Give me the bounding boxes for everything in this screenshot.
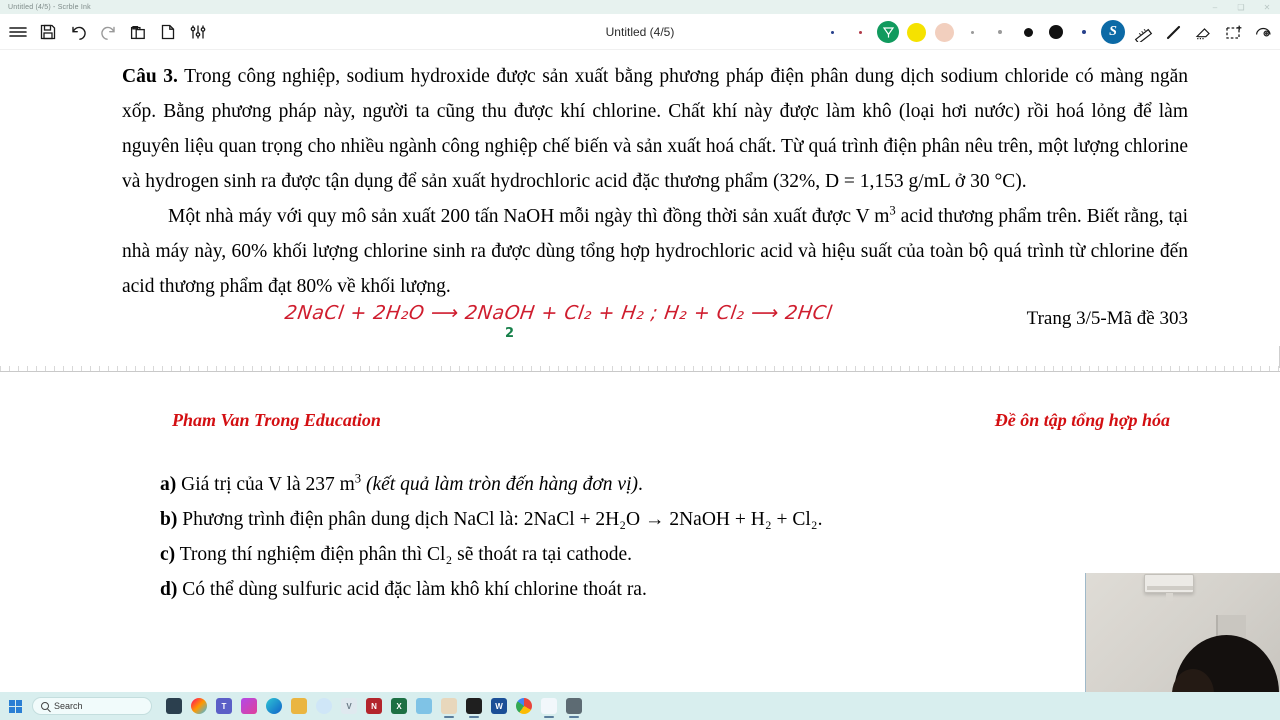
document-title: Untitled (4/5) (605, 25, 675, 39)
new-page-icon[interactable] (154, 18, 182, 46)
page-separator (0, 346, 1280, 376)
windows-taskbar (0, 692, 1280, 720)
question-label: Câu 3. (122, 66, 178, 87)
undo-icon[interactable] (64, 18, 92, 46)
header-brand-left: Pham Van Trong Education (172, 410, 381, 430)
option-c[interactable] (160, 537, 1188, 572)
air-conditioner-pipe (1166, 593, 1173, 601)
close-button[interactable]: ✕ (1263, 2, 1271, 12)
app-toolbar (0, 14, 1280, 50)
start-button[interactable] (0, 700, 30, 713)
option-d-label: d) (160, 579, 178, 600)
window-controls (1202, 0, 1280, 14)
option-a-label: a) (160, 474, 177, 495)
taskbar-copilot-icon[interactable] (191, 698, 207, 714)
document-page-1 (0, 50, 1280, 346)
stroke-size-5[interactable] (1070, 17, 1098, 47)
scrble-brand-icon[interactable] (1098, 17, 1128, 47)
option-d-text: Có thể dùng sulfuric acid đặc làm khô khí chlorine thoát ra. (177, 579, 647, 600)
taskbar-chrome-icon[interactable] (516, 698, 532, 714)
option-a-text-1: Giá trị của V là 237 m (176, 474, 355, 495)
taskbar-search-box[interactable] (32, 697, 152, 715)
stroke-size-1[interactable] (958, 17, 986, 47)
save-icon[interactable] (34, 18, 62, 46)
option-a-text-2: . (637, 474, 643, 495)
air-conditioner (1144, 574, 1194, 593)
color-swatch-yellow[interactable] (902, 17, 930, 47)
question-paragraph-2 (0, 199, 1280, 304)
green-ink-digit: 2 (505, 326, 515, 341)
question-text-1: Trong công nghiệp, sodium hydroxide được sản xuất bằng phương pháp điện phân dung dịch sodium chloride có màng ngăn xốp. Bằng phương pháp này, người ta cũng thu được khí chlorine. Chất khí này được làm khô (loại hơi nước) rồi hoá lỏng để làm nguyên liệu quan trọng cho nhiều ngành công nghiệp chế biến và sản xuất hoá chất. Từ quá trình điện phân nêu trên, một lượng chlorine và hydrogen sinh ra được tận dụng để sản xuất hydrochloric acid đặc thương phẩm (32%, D = 1,153 g/mL ở 30 °C). (122, 66, 1188, 192)
option-c-label: c) (160, 544, 176, 565)
stroke-size-2[interactable] (986, 17, 1014, 47)
taskbar-zalo-icon[interactable] (316, 698, 332, 714)
maximize-button[interactable]: ❑ (1237, 2, 1245, 12)
windows-logo-icon (9, 700, 22, 713)
taskbar-balloon-app-icon[interactable] (466, 698, 482, 714)
taskbar-snipping-tool-icon[interactable] (416, 698, 432, 714)
ruler-icon[interactable] (1128, 17, 1158, 47)
copy-icon[interactable] (124, 18, 152, 46)
taskbar-word-icon[interactable]: W (491, 698, 507, 714)
taskbar-app-tray (166, 698, 582, 714)
handwritten-annotation-row (0, 302, 1280, 346)
option-d[interactable] (160, 572, 1188, 607)
taskbar-onenote-icon[interactable]: N (366, 698, 382, 714)
stroke-size-3[interactable] (1014, 17, 1042, 47)
page-footer-text: Trang 3/5-Mã đề 303 (1026, 308, 1188, 329)
taskbar-photos-icon[interactable] (441, 698, 457, 714)
taskbar-excel-icon[interactable]: X (391, 698, 407, 714)
color-swatch-navy[interactable] (818, 17, 846, 47)
option-b-label: b) (160, 509, 178, 530)
brand-glyph: S (1101, 20, 1125, 44)
taskbar-scrble-ink-icon[interactable] (541, 698, 557, 714)
option-c-text: Trong thí nghiệm điện phân thì Cl₂ sẽ thoát ra tại cathode. (175, 544, 633, 565)
menu-icon[interactable] (4, 18, 32, 46)
search-placeholder-text: Search (54, 701, 83, 711)
taskbar-unikey-icon[interactable]: V (341, 698, 357, 714)
question-text-2b: acid thương phẩm trên. Biết rằng, tại nhà máy này, 60% khối lượng chlorine sinh ra được dùng tổng hợp hydrochloric acid và hiệu suất của toàn bộ quá trình từ chlorine đến acid thương phẩm đạt 80% về khối lượng. (122, 206, 1188, 297)
settings-sliders-icon[interactable] (184, 18, 212, 46)
header-title-right: Đề ôn tập tổng hợp hóa (994, 410, 1170, 430)
toolbar-right-group (818, 14, 1278, 50)
option-a[interactable] (160, 467, 1188, 502)
color-swatch-peach[interactable] (930, 17, 958, 47)
eraser-icon[interactable] (1188, 17, 1218, 47)
taskbar-store-icon[interactable] (241, 698, 257, 714)
option-a-italic: (kết quả làm tròn đến hàng đơn vị) (366, 474, 638, 495)
red-ink-equation: 2NaCl + 2H₂O ⟶ 2NaOH + Cl₂ + H₂ ; H₂ + Cl₂ ⟶ 2HCl (283, 302, 834, 324)
option-a-superscript: 3 (354, 471, 362, 486)
taskbar-teams-icon[interactable]: T (216, 698, 232, 714)
lasso-icon[interactable] (1248, 17, 1278, 47)
page2-header-row (0, 410, 1280, 431)
pen-icon[interactable] (1158, 17, 1188, 47)
cubic-meter-superscript: 3 (889, 203, 896, 218)
taskbar-folder-icon[interactable] (291, 698, 307, 714)
search-icon (41, 702, 49, 710)
option-b[interactable] (160, 502, 1188, 537)
redo-icon[interactable] (94, 18, 122, 46)
taskbar-edge-icon[interactable] (266, 698, 282, 714)
taskbar-phone-link-icon[interactable] (566, 698, 582, 714)
title-bar-text: Untitled (4/5) - Scrble Ink (8, 3, 91, 11)
color-swatch-red[interactable] (846, 17, 874, 47)
question-text-2a: Một nhà máy với quy mô sản xuất 200 tấn NaOH mỗi ngày thì đồng thời sản xuất được V m (168, 206, 890, 227)
webcam-overlay[interactable] (1085, 573, 1280, 692)
option-b-text: Phương trình điện phân dung dịch NaCl là: 2NaCl + 2H₂O → 2NaOH + H₂ + Cl₂. (177, 509, 823, 530)
select-icon[interactable] (1218, 17, 1248, 47)
stroke-size-4[interactable] (1042, 17, 1070, 47)
question-paragraph-1 (0, 50, 1280, 199)
color-swatch-green-selected[interactable] (874, 17, 902, 47)
minimize-button[interactable]: – (1212, 2, 1218, 12)
title-bar (0, 0, 1280, 14)
taskbar-file-explorer-dark-icon[interactable] (166, 698, 182, 714)
toolbar-left-group (0, 18, 212, 46)
page-divider-line (0, 371, 1280, 372)
